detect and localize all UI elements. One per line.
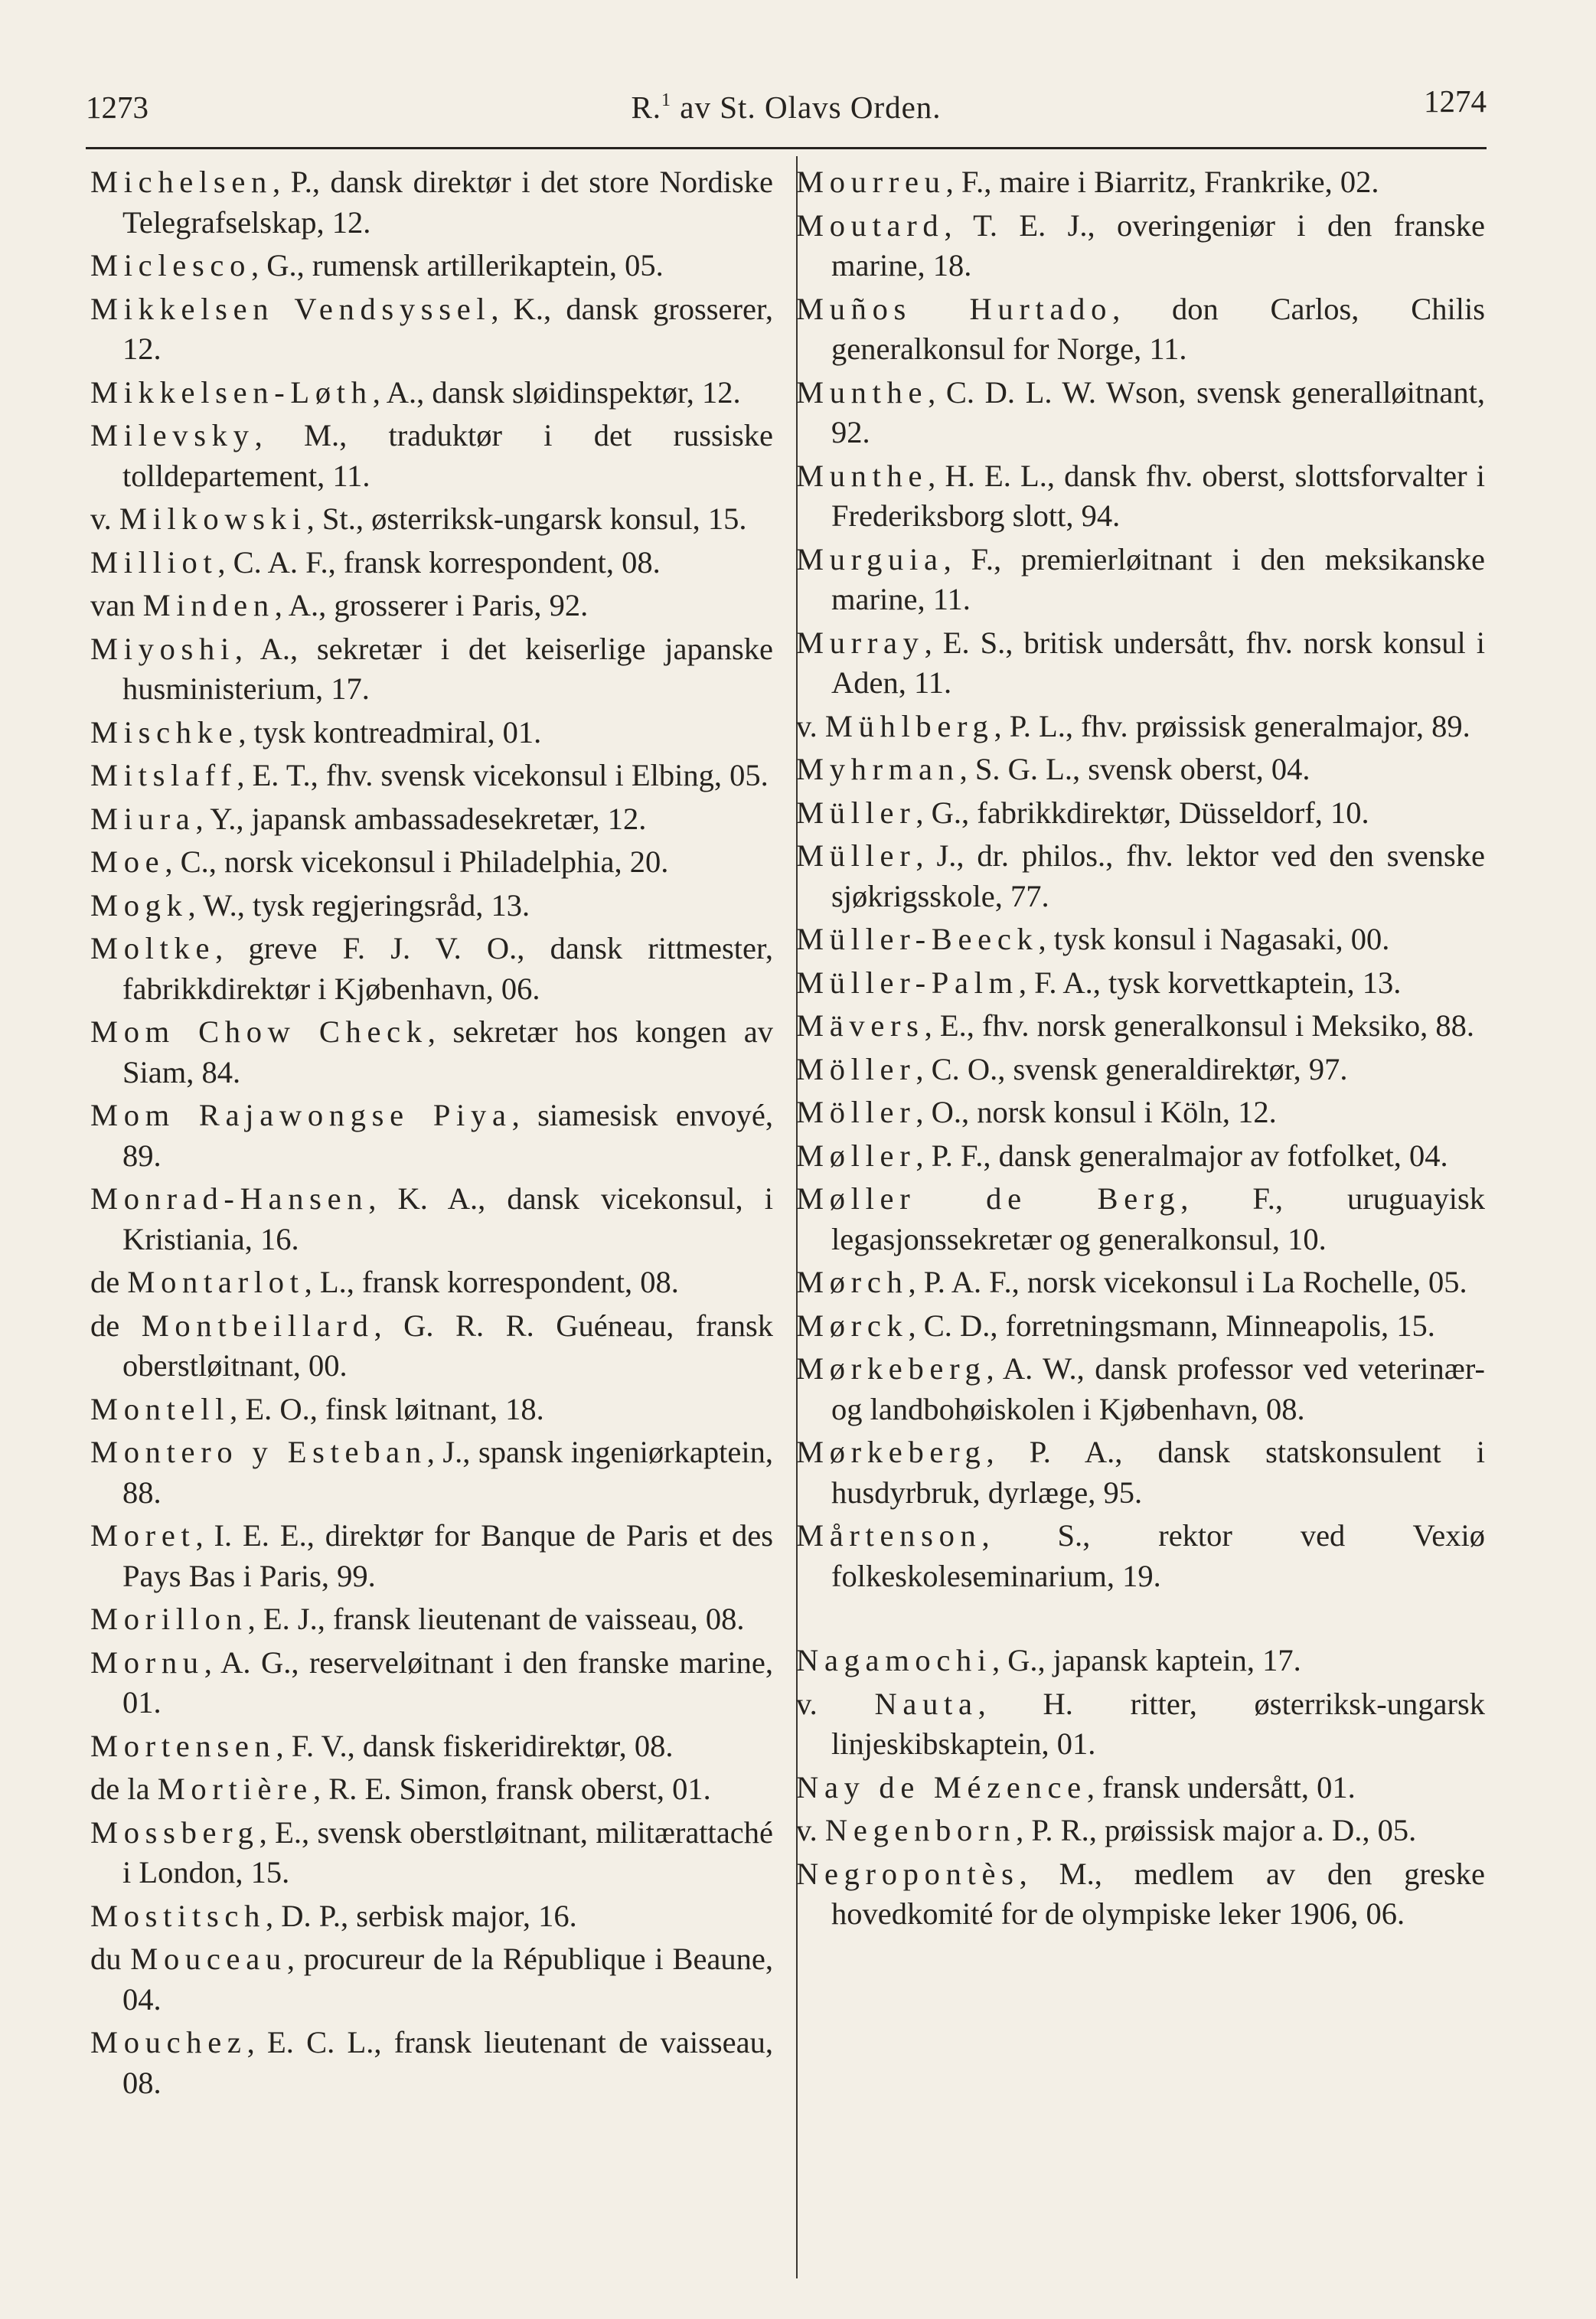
- entry-name: Munthe: [796, 374, 929, 410]
- right-column-m-list: [796, 162, 1485, 1596]
- entry-prefix: v.: [796, 708, 825, 743]
- running-title: R.$^1$ av St. Olavs Orden.: [631, 90, 942, 125]
- entry-details: , tysk konsul i Nagasaki, 00.: [1038, 922, 1390, 956]
- entry-details: , Y., japansk ambassadesekretær, 12.: [195, 801, 647, 836]
- entry-name: Mikkelsen Vendsyssel: [90, 291, 491, 326]
- section-gap: [796, 1599, 1485, 1641]
- register-entry: [90, 713, 773, 753]
- entry-prefix: van: [90, 588, 143, 622]
- register-entry: [90, 162, 773, 243]
- entry-details: , E. S., britisk undersått, fhv. norsk konsul i Aden, 11.: [831, 625, 1485, 700]
- register-entry: [90, 1012, 773, 1093]
- entry-details: , sekretær hos kongen av Siam, 84.: [122, 1014, 773, 1089]
- register-entry: [90, 1306, 773, 1387]
- entry-name: Mørch: [796, 1265, 909, 1299]
- register-entry: [90, 1643, 773, 1723]
- entry-details: , S. G. L., svensk oberst, 04.: [959, 752, 1310, 786]
- register-entry: [90, 2023, 773, 2103]
- entry-details: , G. R. R. Guéneau, fransk oberstløitnant, 00.: [122, 1308, 773, 1383]
- register-entry: [90, 1813, 773, 1893]
- entry-details: , G., rumensk artillerikaptein, 05.: [251, 248, 664, 283]
- entry-name: Mårtenson: [796, 1518, 982, 1553]
- entry-details: , E. C. L., fransk lieutenant de vaisseau, 08.: [122, 2025, 773, 2100]
- register-entry: [90, 289, 773, 370]
- register-entry: [796, 1768, 1485, 1808]
- register-entry: [90, 373, 773, 413]
- register-entry: [796, 1684, 1485, 1765]
- entry-details: , G., fabrikkdirektør, Düsseldorf, 10.: [915, 795, 1369, 830]
- register-entry: [90, 1896, 773, 1937]
- register-entry: [796, 1811, 1485, 1851]
- entry-name: Mitslaff: [90, 758, 237, 792]
- entry-details: , M., medlem av den greske hovedkomité for de olympiske leker 1906, 06.: [831, 1856, 1485, 1931]
- entry-name: Mühlberg: [824, 708, 994, 743]
- register-entry: [90, 799, 773, 840]
- entry-details: , H. ritter, østerriksk-ungarsk linjeskibskaptein, 01.: [831, 1686, 1485, 1761]
- entry-details: , J., dr. philos., fhv. lektor ved den svenske sjøkrigsskole, 77.: [831, 838, 1485, 913]
- entry-name: Møller: [796, 1138, 916, 1173]
- entry-prefix: de: [90, 1308, 142, 1343]
- entry-name: Munthe: [796, 458, 929, 493]
- entry-details: , G., japansk kaptein, 17.: [991, 1643, 1301, 1677]
- register-entry: [90, 886, 773, 926]
- entry-details: , don Carlos, Chilis generalkonsul for Norge, 11.: [831, 291, 1485, 366]
- entry-details: , E. J., fransk lieutenant de vaisseau, 08.: [247, 1602, 745, 1636]
- register-entry: [796, 707, 1485, 747]
- entry-name: Miyoshi: [90, 631, 235, 666]
- entry-details: , C. D., forretningsmann, Minneapolis, 15.: [908, 1308, 1435, 1343]
- entry-name: Mortière: [157, 1772, 313, 1806]
- entry-name: Mørkeberg: [796, 1435, 987, 1469]
- entry-name: Montell: [90, 1391, 230, 1426]
- register-entry: [796, 1006, 1485, 1047]
- entry-details: , J., spansk ingeniørkaptein, 88.: [122, 1435, 774, 1510]
- entry-name: Mikkelsen-Løth: [90, 374, 373, 410]
- entry-name: Nagamochi: [796, 1643, 992, 1677]
- entry-details: , P., dansk direktør i det store Nordiske Telegrafselskap, 12.: [122, 165, 773, 240]
- entry-details: , A., sekretær i det keiserlige japanske husministerium, 17.: [122, 631, 773, 706]
- register-entry: [796, 373, 1485, 453]
- entry-details: , F., uruguayisk legasjonssekretær og generalkonsul, 10.: [831, 1181, 1485, 1256]
- register-entry: [90, 1769, 773, 1810]
- entry-details: , C. A. F., fransk korrespondent, 08.: [217, 544, 661, 580]
- entry-name: Morillon: [90, 1602, 248, 1636]
- register-entry: [796, 623, 1485, 704]
- register-entry: [796, 456, 1485, 537]
- entry-name: Milkowski: [119, 501, 307, 536]
- page-number-right: 1274: [1424, 83, 1487, 119]
- entry-name: Mom Chow Check: [90, 1014, 428, 1049]
- register-entry: [796, 1854, 1485, 1935]
- entry-details: , P. L., fhv. prøissisk generalmajor, 89.: [994, 708, 1470, 743]
- entry-name: Myhrman: [796, 752, 960, 786]
- entry-name: Möller: [796, 1051, 916, 1086]
- entry-name: Mossberg: [90, 1814, 259, 1850]
- entry-name: Negenborn: [824, 1813, 1017, 1847]
- entry-details: , O., norsk konsul i Köln, 12.: [915, 1095, 1277, 1129]
- register-entry: [90, 1939, 773, 2020]
- entry-details: , A. G., reserveløitnant i den franske marine, 01.: [122, 1645, 773, 1720]
- entry-details: , tysk kontreadmiral, 01.: [238, 714, 542, 750]
- entry-details: , E. T., fhv. svensk vicekonsul i Elbing, 05.: [237, 758, 769, 792]
- entry-details: , K. A., dansk vicekonsul, i Kristiania, 16.: [122, 1181, 773, 1256]
- entry-name: Mogk: [90, 887, 188, 923]
- entry-name: Moutard: [796, 207, 945, 243]
- register-entry: [796, 206, 1485, 286]
- register-entry: [90, 1262, 773, 1303]
- entry-details: , E. O., finsk løitnant, 18.: [230, 1391, 544, 1426]
- entry-details: , R. E. Simon, fransk oberst, 01.: [312, 1772, 711, 1806]
- entry-details: , A., grosserer i Paris, 92.: [274, 588, 589, 622]
- register-entry: [90, 1516, 773, 1596]
- entry-name: Mørkeberg: [796, 1351, 987, 1386]
- register-entry: [90, 929, 773, 1009]
- entry-prefix: de: [90, 1265, 128, 1299]
- register-entry: [90, 1726, 773, 1767]
- entry-name: Mouchez: [90, 2025, 247, 2059]
- entry-name: Møller de Berg: [796, 1181, 1181, 1216]
- entry-details: , H. E. L., dansk fhv. oberst, slottsforvalter i Frederiksborg slott, 94.: [831, 458, 1485, 533]
- entry-name: Müller-Palm: [796, 965, 1019, 1000]
- entry-details: , C., norsk vicekonsul i Philadelphia, 20.: [165, 844, 669, 879]
- register-entry: [90, 499, 773, 540]
- register-entry: [796, 1050, 1485, 1090]
- register-entry: [90, 1179, 773, 1259]
- register-entry: [90, 842, 773, 883]
- register-entry: [796, 1641, 1485, 1681]
- entry-details: , F. V., dansk fiskeridirektør, 08.: [276, 1728, 674, 1763]
- entry-details: , A., dansk sløidinspektør, 12.: [372, 374, 741, 410]
- entry-prefix: v.: [796, 1813, 825, 1847]
- entry-details: , E., fhv. norsk generalkonsul i Meksiko, 88.: [924, 1008, 1475, 1043]
- entry-name: Nay de Mézence: [796, 1769, 1087, 1805]
- entry-details: , C. D. L. W. Wson, svensk generalløitnant, 92.: [831, 374, 1485, 449]
- entry-details: , W., tysk regjeringsråd, 13.: [188, 887, 530, 923]
- entry-details: , P. R., prøissisk major a. D., 05.: [1016, 1813, 1417, 1847]
- register-entry: [796, 1179, 1485, 1259]
- register-entry: [90, 1096, 773, 1176]
- entry-details: , fransk undersått, 01.: [1086, 1769, 1356, 1805]
- register-entry: [796, 750, 1485, 790]
- right-column: [796, 162, 1485, 1938]
- register-entry: [796, 1262, 1485, 1303]
- entry-details: , M., traduktør i det russiske tolldepartement, 11.: [122, 418, 773, 493]
- entry-prefix: de la: [90, 1772, 158, 1806]
- register-entry: [796, 793, 1485, 834]
- entry-name: Muños Hurtado: [796, 291, 1113, 326]
- page-number-left: 1273: [86, 90, 149, 125]
- register-entry: [796, 963, 1485, 1004]
- entry-name: Müller-Beeck: [796, 922, 1039, 956]
- entry-details: , T. E. J., overingeniør i den franske marine, 18.: [831, 207, 1485, 283]
- entry-name: Mischke: [90, 714, 239, 750]
- entry-name: Moltke: [90, 931, 216, 965]
- entry-details: , D. P., serbisk major, 16.: [266, 1898, 577, 1933]
- entry-details: , K., dansk grosserer, 12.: [122, 291, 773, 366]
- register-entry: [796, 162, 1485, 203]
- header-rule: [86, 147, 1487, 149]
- entry-details: , A. W., dansk professor ved veterinær- og landbohøiskolen i Kjøbenhavn, 08.: [831, 1351, 1485, 1426]
- register-entry: [90, 1432, 773, 1513]
- entry-name: Montbeillard: [141, 1308, 374, 1343]
- entry-details: , St., østerriksk-ungarsk konsul, 15.: [306, 501, 747, 536]
- entry-name: Nauta: [874, 1686, 978, 1721]
- entry-name: Mouceau: [130, 1942, 287, 1976]
- entry-details: , procureur de la République i Beaune, 04.: [122, 1942, 774, 2017]
- entry-name: Mourreu: [796, 165, 946, 199]
- entry-details: , F., maire i Biarritz, Frankrike, 02.: [945, 165, 1379, 199]
- entry-name: Milliot: [90, 544, 218, 580]
- entry-name: Möller: [796, 1095, 916, 1129]
- register-entry: [796, 836, 1485, 916]
- register-entry: [796, 540, 1485, 620]
- entry-name: Mävers: [796, 1008, 925, 1043]
- register-entry: [796, 1136, 1485, 1177]
- register-entry: [796, 289, 1485, 370]
- entry-name: Murguia: [796, 541, 944, 576]
- entry-name: Müller: [796, 795, 916, 830]
- right-column-n-list: [796, 1641, 1485, 1935]
- entry-details: , siamesisk envoyé, 89.: [122, 1098, 773, 1173]
- entry-details: , I. E. E., direktør for Banque de Paris et des Pays Bas i Paris, 99.: [122, 1518, 773, 1593]
- entry-name: Miura: [90, 801, 196, 836]
- register-entry: [796, 1432, 1485, 1513]
- entry-prefix: du: [90, 1942, 131, 1976]
- entry-name: Montarlot: [127, 1265, 305, 1299]
- register-entry: [90, 629, 773, 710]
- register-entry: [796, 1516, 1485, 1596]
- entry-name: Monrad-Hansen: [90, 1181, 369, 1216]
- entry-details: , E., svensk oberstløitnant, militærattaché i London, 15.: [122, 1814, 773, 1889]
- entry-name: Mortensen: [90, 1728, 276, 1763]
- register-entry: [796, 1349, 1485, 1429]
- entry-details: , P. F., dansk generalmajor av fotfolket, 04.: [915, 1138, 1448, 1173]
- entry-name: Mornu: [90, 1645, 204, 1680]
- entry-details: , L., fransk korrespondent, 08.: [304, 1265, 679, 1299]
- entry-name: Miclesco: [90, 248, 252, 283]
- register-entry: [90, 543, 773, 583]
- register-entry: [90, 416, 773, 496]
- register-entry: [90, 1390, 773, 1430]
- register-entry: [90, 586, 773, 626]
- entry-details: , C. O., svensk generaldirektør, 97.: [915, 1051, 1348, 1086]
- entry-details: , P. A. F., norsk vicekonsul i La Rochelle, 05.: [908, 1265, 1467, 1299]
- register-entry: [90, 246, 773, 286]
- entry-name: Mørck: [796, 1308, 909, 1343]
- entry-name: Minden: [142, 588, 275, 622]
- entry-name: Müller: [796, 838, 916, 873]
- register-entry: [796, 919, 1485, 960]
- entry-name: Michelsen: [90, 165, 273, 199]
- entry-prefix: v.: [796, 1686, 875, 1721]
- entry-name: Mostitsch: [90, 1898, 266, 1933]
- entry-name: Negropontès: [796, 1856, 1020, 1891]
- entry-prefix: v.: [90, 501, 119, 536]
- register-entry: [796, 1093, 1485, 1133]
- entry-name: Moret: [90, 1518, 196, 1553]
- register-entry: [796, 1306, 1485, 1347]
- entry-name: Milevsky: [90, 418, 255, 452]
- entry-details: , S., rektor ved Vexiø folkeskoleseminarium, 19.: [831, 1518, 1485, 1593]
- entry-name: Montero y Esteban: [90, 1435, 427, 1469]
- register-entry: [90, 756, 773, 796]
- entry-details: , P. A., dansk statskonsulent i husdyrbruk, dyrlæge, 95.: [831, 1435, 1485, 1510]
- entry-name: Murray: [796, 625, 925, 660]
- page-header: [86, 83, 1487, 136]
- entry-details: , F., premierløitnant i den meksikanske marine, 11.: [831, 541, 1485, 616]
- register-entry: [90, 1599, 773, 1640]
- entry-name: Moe: [90, 844, 165, 879]
- left-column: [90, 162, 773, 2106]
- entry-name: Mom Rajawongse Piya: [90, 1098, 512, 1132]
- entry-details: , F. A., tysk korvettkaptein, 13.: [1018, 965, 1402, 1000]
- entry-details: , greve F. J. V. O., dansk rittmester, fabrikkdirektør i Kjøbenhavn, 06.: [122, 931, 773, 1006]
